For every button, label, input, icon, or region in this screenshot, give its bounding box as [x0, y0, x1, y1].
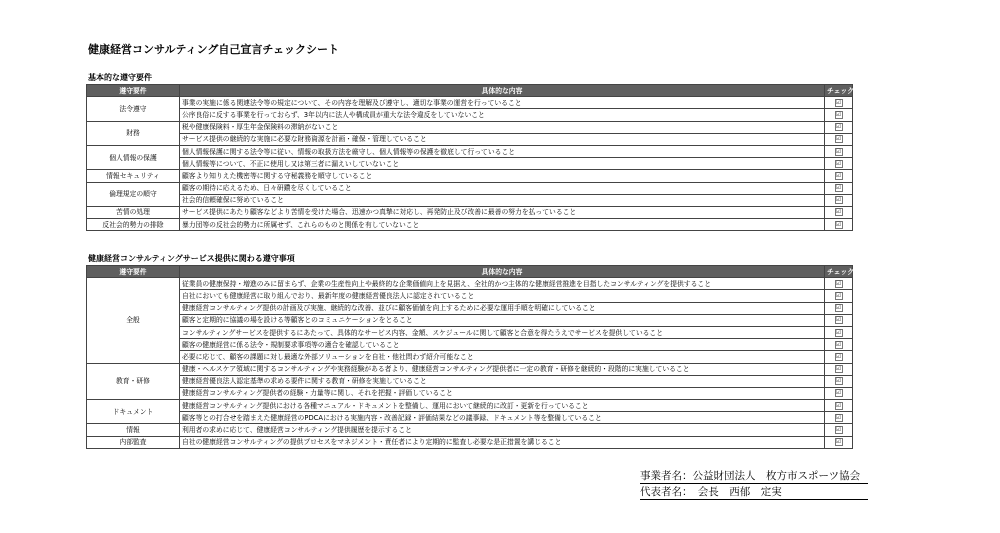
table-row — [87, 158, 853, 170]
check-cell — [825, 145, 853, 157]
check-cell — [825, 133, 853, 145]
checkbox-icon[interactable]: ☑ — [835, 365, 842, 373]
table-row — [87, 133, 853, 145]
checkbox-icon[interactable]: ☑ — [835, 110, 842, 118]
check-cell — [825, 158, 853, 170]
content-cell: 健康経営コンサルティング提供の計画及び実施、継続的な改善、並びに顧客価値を向上するために必要な運用手順を明確にしていること — [180, 302, 825, 314]
checkbox-icon[interactable]: ☑ — [835, 159, 842, 167]
check-cell — [825, 363, 853, 375]
content-cell: 暴力団等の反社会的勢力に所属せず、これらのものと関係を有していないこと — [180, 219, 825, 231]
check-cell — [825, 424, 853, 436]
table-row — [87, 375, 853, 387]
content-cell: 顧客より知りえた機密等に関する守秘義務を順守していること — [180, 170, 825, 182]
content-cell: 健康経営コンサルティング提供者の経験・力量等に関し、それを把握・評価していること — [180, 387, 825, 399]
table-row — [87, 278, 853, 290]
checkbox-icon[interactable]: ☑ — [835, 413, 842, 421]
check-cell — [825, 375, 853, 387]
content-cell: 税や健康保険料・厚生年金保険料の滞納がないこと — [180, 121, 825, 133]
check-cell — [825, 278, 853, 290]
check-cell — [825, 436, 853, 448]
requirement-cell: ドキュメント — [87, 400, 180, 424]
table-row — [87, 145, 853, 157]
checkbox-icon[interactable]: ☑ — [835, 401, 842, 409]
checkbox-icon[interactable]: ☑ — [835, 123, 842, 131]
content-cell: 顧客の健康経営に係る法令・規制要求事項等の適合を確認していること — [180, 339, 825, 351]
content-cell: 顧客等との打合せを踏まえた健康経営のPDCAにおける実施内容・改善記録・評価結果などの議事録、ドキュメント等を整備していること — [180, 412, 825, 424]
col-header-content: 具体的な内容 — [180, 85, 825, 97]
checkbox-icon[interactable]: ☑ — [835, 208, 842, 216]
page-title: 健康経営コンサルティング自己宣言チェックシート — [88, 43, 340, 56]
check-cell — [825, 412, 853, 424]
check-cell — [825, 302, 853, 314]
section2-heading: 健康経営コンサルティングサービス提供に関わる遵守事項 — [88, 254, 295, 263]
checkbox-icon[interactable]: ☑ — [835, 98, 842, 106]
table-row — [87, 121, 853, 133]
table-row — [87, 424, 853, 436]
table-row — [87, 290, 853, 302]
table-row — [87, 97, 853, 109]
content-cell: 個人情報等について、不正に使用し又は第三者に漏えいしていないこと — [180, 158, 825, 170]
check-cell — [825, 290, 853, 302]
check-cell — [825, 97, 853, 109]
col-header-check: チェック欄 — [825, 266, 853, 278]
check-cell — [825, 314, 853, 326]
check-cell — [825, 387, 853, 399]
check-cell — [825, 400, 853, 412]
requirement-cell: 全般 — [87, 278, 180, 363]
requirement-cell: 内部監査 — [87, 436, 180, 448]
requirement-cell: 情報 — [87, 424, 180, 436]
table-row — [87, 400, 853, 412]
checkbox-icon[interactable]: ☑ — [835, 340, 842, 348]
checkbox-icon[interactable]: ☑ — [835, 196, 842, 204]
requirement-cell: 教育・研修 — [87, 363, 180, 400]
content-cell: 自社においても健康経営に取り組んでおり、最新年度の健康経営優良法人に認定されていること — [180, 290, 825, 302]
col-header-check: チェック欄 — [825, 85, 853, 97]
checkbox-icon[interactable]: ☑ — [835, 147, 842, 155]
checkbox-icon[interactable]: ☑ — [835, 438, 842, 446]
checkbox-icon[interactable]: ☑ — [835, 220, 842, 228]
table-row — [87, 412, 853, 424]
table-row — [87, 326, 853, 338]
checkbox-icon[interactable]: ☑ — [835, 304, 842, 312]
service-requirements-table — [86, 265, 861, 449]
checkbox-icon[interactable]: ☑ — [835, 426, 842, 434]
col-header-requirement: 遵守要件 — [87, 85, 180, 97]
requirement-cell: 反社会的勢力の排除 — [87, 219, 180, 231]
checkbox-icon[interactable]: ☑ — [835, 184, 842, 192]
requirement-cell: 倫理規定の順守 — [87, 182, 180, 206]
content-cell: 公序良俗に反する事業を行っておらず、3年以内に法人や構成員が重大な法令違反をしていないこと — [180, 109, 825, 121]
check-cell — [825, 194, 853, 206]
content-cell: 事業の実施に係る関連法令等の規定について、その内容を理解及び遵守し、適切な事業の運営を行っていること — [180, 97, 825, 109]
requirement-cell: 財務 — [87, 121, 180, 145]
check-cell — [825, 351, 853, 363]
content-cell: 自社の健康経営コンサルティングの提供プロセスをマネジメント・責任者により定期的に監査し必要な是正措置を講じること — [180, 436, 825, 448]
content-cell: サービス提供にあたり顧客などより苦情を受けた場合、迅速かつ真摯に対応し、再発防止及び改善に最善の努力を払っていること — [180, 206, 825, 218]
table-row — [87, 351, 853, 363]
content-cell: 顧客の期待に応えるため、日々研鑽を尽くしていること — [180, 182, 825, 194]
table-row — [87, 436, 853, 448]
requirement-cell: 苦情の処理 — [87, 206, 180, 218]
check-cell — [825, 206, 853, 218]
content-cell: サービス提供の継続的な実施に必要な財務資源を計画・確保・管理していること — [180, 133, 825, 145]
table-row — [87, 363, 853, 375]
content-cell: 個人情報保護に関する法令等に従い、情報の取扱方法を厳守し、個人情報等の保護を徹底して行っていること — [180, 145, 825, 157]
table-row — [87, 387, 853, 399]
requirement-cell: 個人情報の保護 — [87, 145, 180, 169]
checkbox-icon[interactable]: ☑ — [835, 352, 842, 360]
check-cell — [825, 182, 853, 194]
content-cell: 必要に応じて、顧客の課題に対し最適な外部ソリューションを自社・他社問わず紹介可能なこと — [180, 351, 825, 363]
representative-name: 代表者名： 会長 西郁 定実 — [640, 485, 868, 500]
content-cell: 従業員の健康保持・増進のみに留まらず、企業の生産性向上や最終的な企業価値向上を見据え、全社的かつ主体的な健康経営推進を目指したコンサルティングを提供すること — [180, 278, 825, 290]
content-cell: 健康・ヘルスケア領域に関するコンサルティングや実務経験がある者より、健康経営コンサルティング提供者に一定の教育・研修を継続的・段階的に実施していること — [180, 363, 825, 375]
content-cell: 利用者の求めに応じて、健康経営コンサルティング提供履歴を提示すること — [180, 424, 825, 436]
table-row — [87, 194, 853, 206]
checkbox-icon[interactable]: ☑ — [835, 377, 842, 385]
checkbox-icon[interactable]: ☑ — [835, 316, 842, 324]
table-row — [87, 219, 853, 231]
requirement-cell: 情報セキュリティ — [87, 170, 180, 182]
company-name: 事業者名：公益財団法人 枚方市スポーツ協会 — [640, 469, 868, 484]
checkbox-icon[interactable]: ☑ — [835, 171, 842, 179]
content-cell: 顧客と定期的に協議の場を設ける等顧客とのコミュニケーションをとること — [180, 314, 825, 326]
table-row — [87, 339, 853, 351]
table-row — [87, 302, 853, 314]
col-header-content: 具体的な内容 — [180, 266, 825, 278]
table-row — [87, 109, 853, 121]
requirement-cell: 法令遵守 — [87, 97, 180, 121]
checkbox-icon[interactable]: ☑ — [835, 389, 842, 397]
content-cell: 社会的信頼確保に努めていること — [180, 194, 825, 206]
check-cell — [825, 109, 853, 121]
content-cell: コンサルティングサービスを提供するにあたって、具体的なサービス内容、金額、スケジュールに関して顧客と合意を得たうえでサービスを提供していること — [180, 326, 825, 338]
section1-heading: 基本的な遵守要件 — [88, 73, 152, 82]
checkbox-icon[interactable]: ☑ — [835, 279, 842, 287]
table-row — [87, 206, 853, 218]
checkbox-icon[interactable]: ☑ — [835, 291, 842, 299]
check-cell — [825, 170, 853, 182]
checkbox-icon[interactable]: ☑ — [835, 328, 842, 336]
basic-requirements-table — [86, 84, 861, 231]
checkbox-icon[interactable]: ☑ — [835, 135, 842, 143]
check-cell — [825, 326, 853, 338]
check-cell — [825, 219, 853, 231]
table-row — [87, 182, 853, 194]
table-row — [87, 314, 853, 326]
table-row — [87, 170, 853, 182]
content-cell: 健康経営コンサルティング提供における各種マニュアル・ドキュメントを整備し、運用において継続的に改訂・更新を行っていること — [180, 400, 825, 412]
content-cell: 健康経営優良法人認定基準の求める要件に関する教育・研修を実施していること — [180, 375, 825, 387]
check-cell — [825, 339, 853, 351]
col-header-requirement: 遵守要件 — [87, 266, 180, 278]
check-cell — [825, 121, 853, 133]
